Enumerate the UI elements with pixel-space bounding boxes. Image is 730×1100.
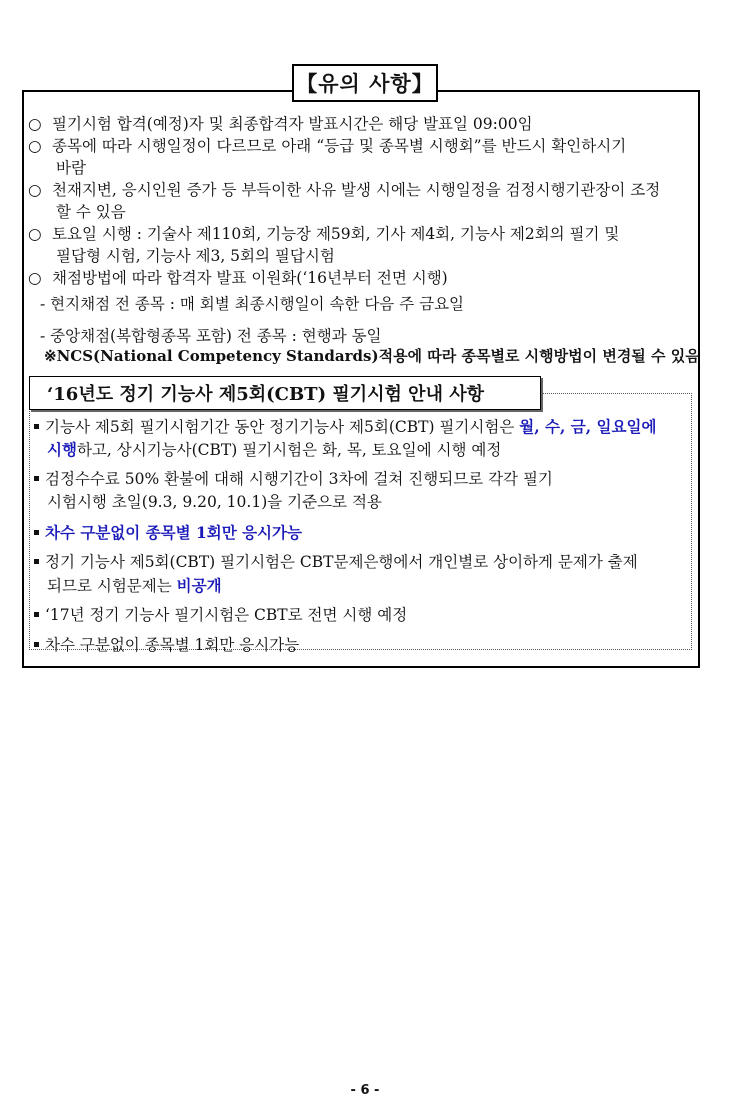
square-bullet-icon [34,424,39,429]
guide-list [34,415,690,664]
notice-item-continued: 바람 [56,159,86,177]
square-bullet-icon [34,559,39,564]
notice-item: ○ 천재지변, 응시인원 증가 등 부득이한 사유 발생 시에는 시행일정을 검정시행기관장이 조정 [28,181,661,199]
circle-bullet-icon: ○ [28,181,42,199]
ncs-note: ※NCS(National Competency Standards)적용에 따라 종목별로 시행방법이 변경될 수 있음 [44,347,700,365]
notice-item-continued: 필답형 시험, 기능사 제3, 5회의 필답시험 [56,247,335,265]
notice-item: ○ 종목에 따라 시행일정이 다르므로 아래 “등급 및 종목별 시행회”를 반드시 확인하시기 [28,137,627,155]
notice-list [28,113,696,347]
list-item: 차수 구분없이 종목별 1회만 응시가능 [34,521,690,544]
square-bullet-icon [34,530,39,535]
list-item: 정기 기능사 제5회(CBT) 필기시험은 CBT문제은행에서 개인별로 상이하게 문제가 출제 되므로 시험문제는 비공개 [34,551,690,597]
list-item: ‘17년 정기 기능사 필기시험은 CBT로 전면 시행 예정 [34,604,690,627]
notice-item: ○ 채점방법에 따라 합격자 발표 이원화(‘16년부터 전면 시행) [28,269,448,287]
square-bullet-icon [34,476,39,481]
notice-item: ○ 필기시험 합격(예정)자 및 최종합격자 발표시간은 해당 발표일 09:00임 [28,115,533,133]
list-item: 기능사 제5회 필기시험기간 동안 정기기능사 제5회(CBT) 필기시험은 월, 수, 금, 일요일에 시행하고, 상시기능사(CBT) 필기시험은 화, 목, 토요일에 시행 예정 [34,415,690,461]
notice-item-continued: 할 수 있음 [56,203,126,221]
notice-subitem: - 중앙채점(복합형종목 포함) 전 종목 : 현행과 동일 [40,327,382,345]
notice-item: ○ 토요일 시행 : 기술사 제110회, 기능장 제59회, 기사 제4회, 기능사 제2회의 필기 및 [28,225,620,243]
square-bullet-icon [34,642,39,647]
square-bullet-icon [34,612,39,617]
notice-subitem: - 현지채점 전 종목 : 매 회별 최종시행일이 속한 다음 주 금요일 [40,295,465,313]
section-title: ‘16년도 정기 기능사 제5회(CBT) 필기시험 안내 사항 [29,376,541,410]
page-number: - 6 - [350,1083,380,1098]
list-item: 차수 구분없이 종목별 1회만 응시가능 [34,634,690,657]
page-title: 【유의 사항】 [292,64,438,102]
list-item: 검정수수료 50% 환불에 대해 시행기간이 3차에 걸쳐 진행되므로 각각 필기 시험시행 초일(9.3, 9.20, 10.1)을 기준으로 적용 [34,468,690,514]
circle-bullet-icon: ○ [28,269,42,287]
circle-bullet-icon: ○ [28,137,42,155]
circle-bullet-icon: ○ [28,225,42,243]
circle-bullet-icon: ○ [28,115,42,133]
